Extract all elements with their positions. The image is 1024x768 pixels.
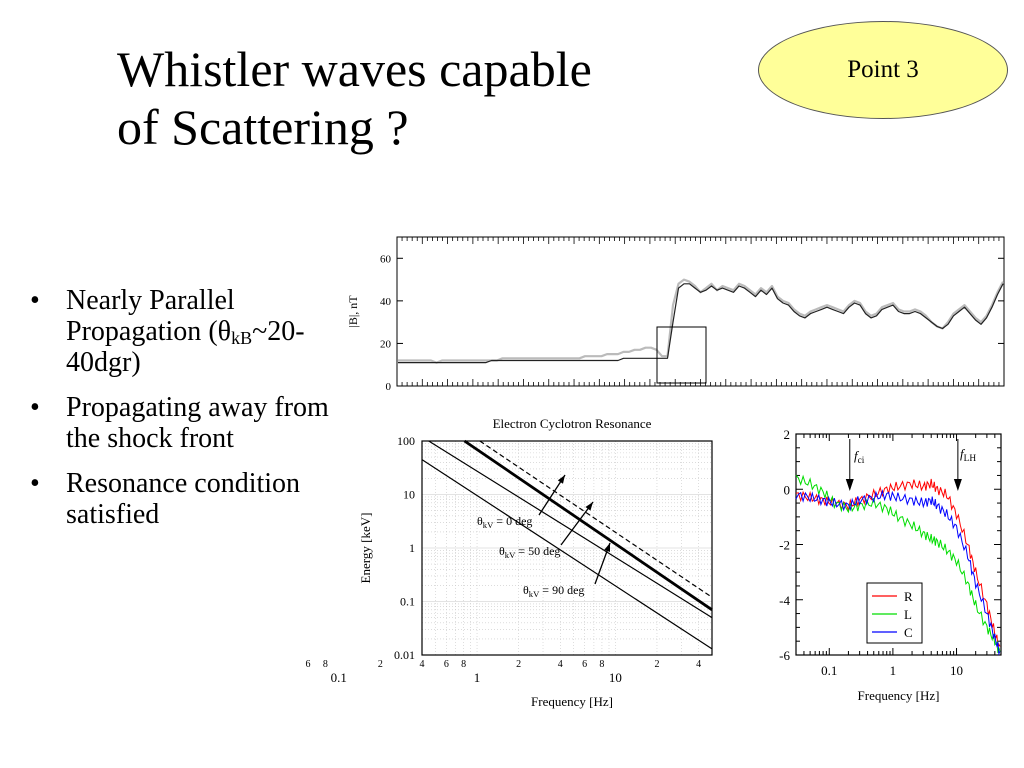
x-minor-tick-label: 6 <box>305 659 311 670</box>
x-tick-label: 0.1 <box>821 663 838 678</box>
y-tick-label: -4 <box>779 592 790 608</box>
legend-box <box>867 583 922 643</box>
slide-title-line1: Whistler waves capable <box>117 41 592 97</box>
spectrum-chart <box>779 427 1001 703</box>
x-minor-tick-label: 6 <box>443 659 449 670</box>
resonance-curve <box>422 460 712 649</box>
arrow-head-icon <box>558 475 565 484</box>
bullet-text: Nearly Parallel Propagation <box>66 285 235 347</box>
formula-prefix: (θ <box>208 316 232 347</box>
x-tick-label: 1 <box>473 670 481 685</box>
y-tick-label: -2 <box>779 537 790 553</box>
legend <box>867 583 922 643</box>
curve-annotation: $\theta_{kV} = 50$ deg <box>499 544 561 560</box>
curve-annotation: $\theta_{kV} = 0$ deg <box>477 514 533 530</box>
x-minor-tick-label: 2 <box>654 659 660 670</box>
y-tick-label: 0 <box>783 482 790 498</box>
x-tick-label: 1 <box>889 663 897 678</box>
y-tick-label: 40 <box>380 295 391 308</box>
x-axis-label: Frequency [Hz] <box>531 694 613 709</box>
slide-title-line2: of Scattering ? <box>117 99 409 155</box>
bullet-text: Resonance condition satisfied <box>66 468 301 530</box>
y-axis-label: |B|, nT <box>346 295 360 328</box>
curve-annotation: $\theta_{kV} = 90$ deg <box>523 583 585 599</box>
y-axis-label: Energy [keV] <box>358 512 373 584</box>
series-line <box>398 284 1003 363</box>
marker-label: $f_{LH}$ <box>960 446 977 464</box>
x-minor-tick-label: 4 <box>696 659 702 670</box>
formula-subscript: kB <box>231 328 253 348</box>
b-field-chart <box>346 237 1004 393</box>
legend-label: R <box>904 589 913 604</box>
marker-arrow-icon <box>846 479 854 491</box>
y-tick-label: 2 <box>783 427 790 442</box>
highlight-box <box>657 327 706 383</box>
x-minor-tick-label: 2 <box>377 659 383 670</box>
x-axis-label: Frequency [Hz] <box>857 688 940 703</box>
y-tick-label: 0.01 <box>394 648 415 662</box>
bullet-dot-icon: • <box>30 285 40 316</box>
y-tick-label: 10 <box>403 487 415 502</box>
x-minor-tick-label: 6 <box>582 659 588 670</box>
x-minor-tick-label: 4 <box>419 659 425 670</box>
marker-arrow-icon <box>954 479 962 491</box>
x-minor-tick-label: 8 <box>322 659 328 670</box>
x-tick-label: 10 <box>950 663 964 678</box>
bullet-text: Propagating away from the shock front <box>66 392 329 454</box>
x-minor-tick-label: 2 <box>516 659 522 670</box>
arrow-head-icon <box>585 502 593 511</box>
x-tick-label: 10 <box>608 670 622 685</box>
resonance-chart <box>306 416 712 709</box>
marker-label: $f_{ci}$ <box>854 448 865 466</box>
x-minor-tick-label: 4 <box>557 659 563 670</box>
bullet-dot-icon: • <box>30 468 40 499</box>
plot-frame <box>397 237 1004 386</box>
y-tick-label: 1 <box>409 541 415 555</box>
bullet-dot-icon: • <box>30 392 40 423</box>
legend-label: L <box>904 607 912 622</box>
y-tick-label: 20 <box>380 338 391 351</box>
x-minor-tick-label: 8 <box>461 659 467 670</box>
y-tick-label: 60 <box>380 253 391 266</box>
legend-label: C <box>904 625 913 640</box>
y-tick-label: 0 <box>385 381 391 393</box>
formula-suffix: ~20-40dgr) <box>66 316 305 378</box>
y-tick-label: 100 <box>397 434 415 448</box>
x-minor-tick-label: 8 <box>599 659 605 670</box>
point-badge-label: Point 3 <box>847 56 919 83</box>
x-tick-label: 0.1 <box>330 670 347 685</box>
chart-title: Electron Cyclotron Resonance <box>492 416 652 431</box>
y-tick-label: 0.1 <box>400 594 415 609</box>
y-tick-label: -6 <box>779 648 790 663</box>
